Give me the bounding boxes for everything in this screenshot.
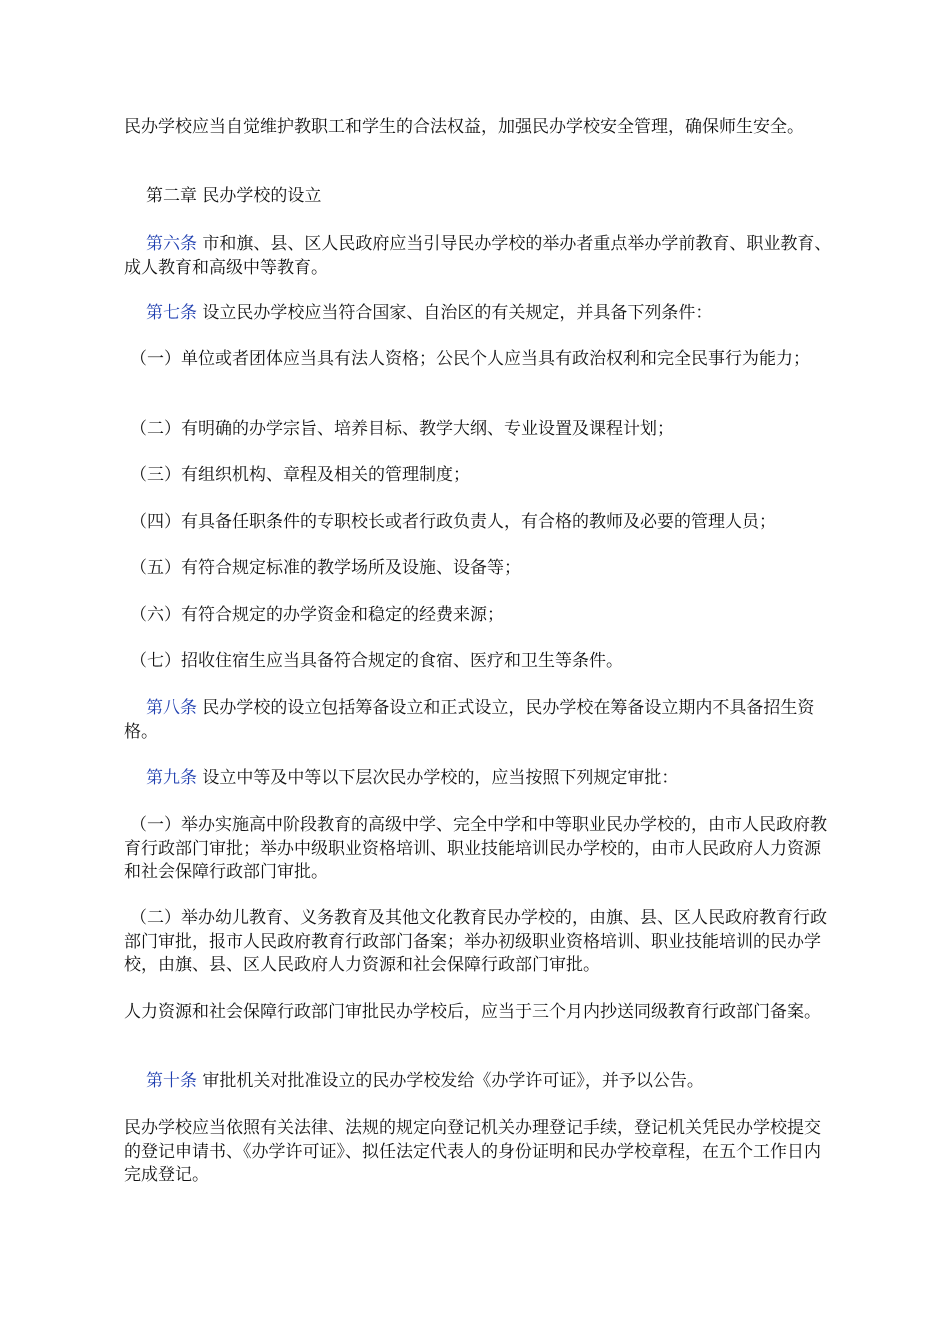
article-10-label: 第十条	[146, 1071, 197, 1091]
article-7-item-5: （五）有符合规定标准的教学场所及设施、设备等；	[130, 558, 521, 578]
article-7-item-4: （四）有具备任职条件的专职校长或者行政负责人，有合格的教师及必要的管理人员；	[130, 512, 776, 532]
article-9	[124, 767, 836, 791]
article-9-item-2: （二）举办幼儿教育、义务教育及其他文化教育民办学校的，由旗、县、区人民政府教育行政部门审批，报市人民政府教育行政部门备案；举办初级职业资格培训、职业技能培训的民办学校，由旗、县、区人民政府人力资源和社会保障行政部门审批。	[124, 908, 827, 975]
article-8	[124, 697, 836, 744]
article-7-text: 设立民办学校应当符合国家、自治区的有关规定，并具备下列条件：	[197, 303, 713, 323]
article-6-text: 市和旗、县、区人民政府应当引导民办学校的举办者重点举办学前教育、职业教育、成人教育和高级中等教育。	[124, 234, 832, 278]
article-9-item-1: （一）举办实施高中阶段教育的高级中学、完全中学和中等职业民办学校的，由市人民政府教育行政部门审批；举办中级职业资格培训、职业技能培训民办学校的，由市人民政府人力资源和社会保障行政部门审批。	[124, 815, 827, 882]
article-7-item-6: （六）有符合规定的办学资金和稳定的经费来源；	[130, 605, 504, 625]
article-8-text: 民办学校的设立包括筹备设立和正式设立，民办学校在筹备设立期内不具备招生资格。	[124, 698, 815, 742]
article-9-text: 设立中等及中等以下层次民办学校的，应当按照下列规定审批：	[197, 768, 679, 788]
article-10	[124, 1070, 836, 1094]
article-7-item-1: （一）单位或者团体应当具有法人资格；公民个人应当具有政治权利和完全民事行为能力；	[130, 349, 810, 369]
article-7-item-3: （三）有组织机构、章程及相关的管理制度；	[130, 465, 470, 485]
chapter-heading: 第二章 民办学校的设立	[146, 186, 322, 206]
paragraph-rights-safety: 民办学校应当自觉维护教职工和学生的合法权益，加强民办学校安全管理，确保师生安全。	[124, 117, 804, 137]
article-6	[124, 233, 836, 280]
article-9-note: 人力资源和社会保障行政部门审批民办学校后，应当于三个月内抄送同级教育行政部门备案。	[124, 1002, 821, 1022]
article-7-item-7: （七）招收住宿生应当具备符合规定的食宿、医疗和卫生等条件。	[130, 651, 623, 671]
article-9-label: 第九条	[146, 768, 197, 788]
article-10-note: 民办学校应当依照有关法律、法规的规定向登记机关办理登记手续，登记机关凭民办学校提交的登记申请书、《办学许可证》、拟任法定代表人的身份证明和民办学校章程，在五个工作日内完成登记。	[124, 1118, 821, 1185]
article-7-item-2: （二）有明确的办学宗旨、培养目标、教学大纲、专业设置及课程计划；	[130, 419, 674, 439]
article-10-text: 审批机关对批准设立的民办学校发给《办学许可证》，并予以公告。	[197, 1071, 704, 1091]
article-7	[124, 302, 836, 326]
article-8-label: 第八条	[146, 698, 197, 718]
article-7-label: 第七条	[146, 303, 197, 323]
article-6-label: 第六条	[146, 234, 197, 254]
